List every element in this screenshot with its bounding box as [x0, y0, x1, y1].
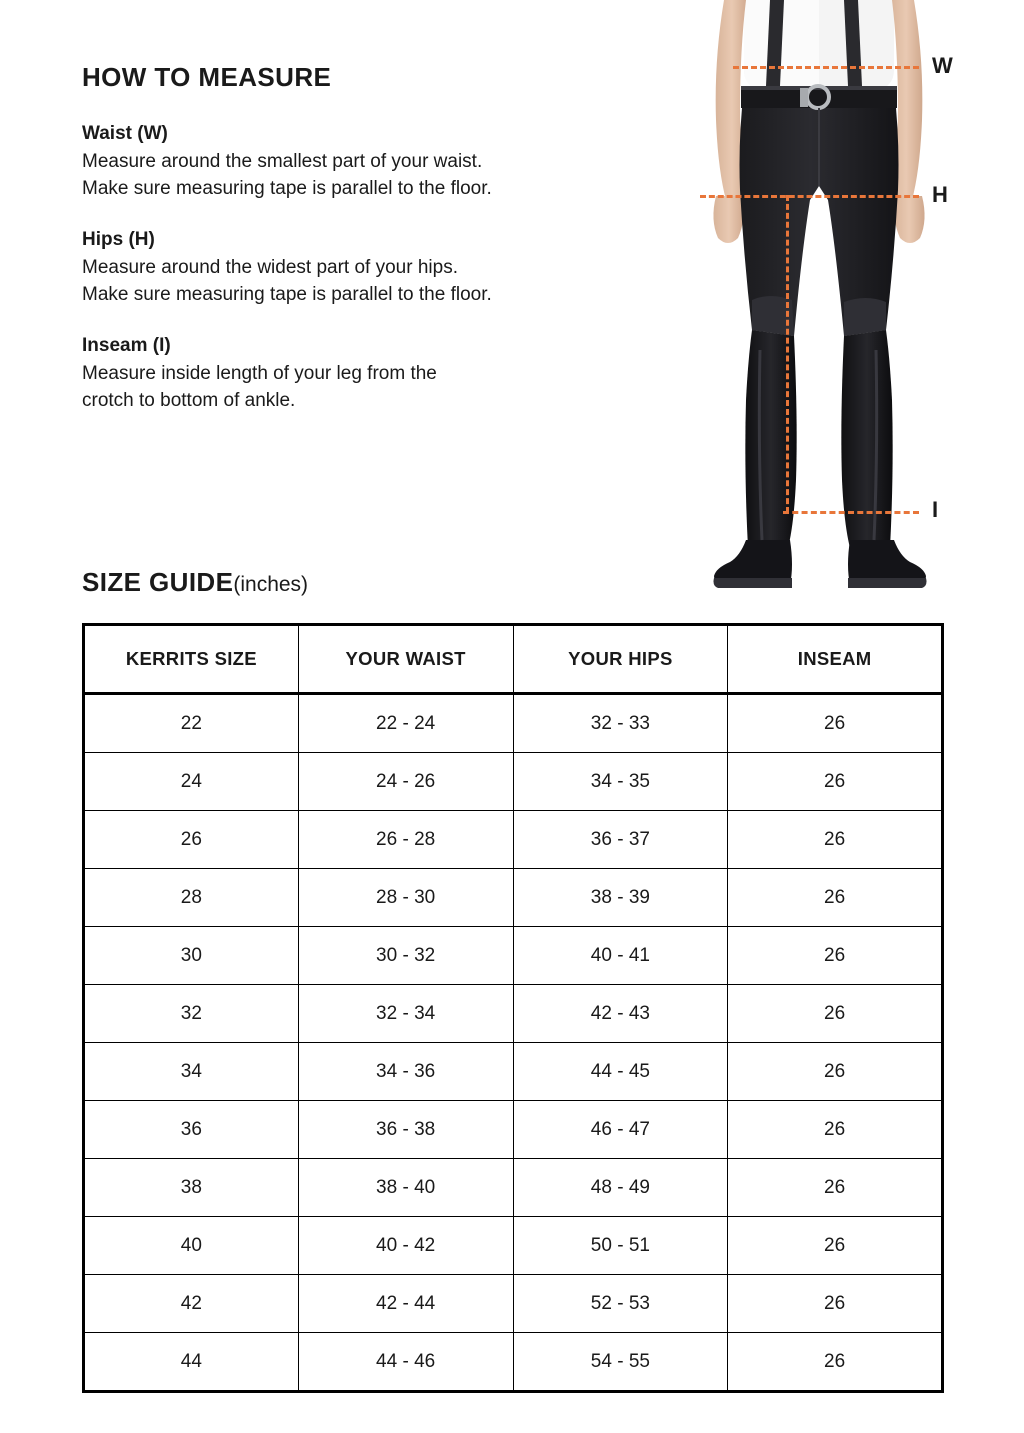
cell-size: 28 — [84, 869, 299, 927]
cell-waist: 42 - 44 — [298, 1275, 513, 1333]
measure-text-hips-line1: Measure around the widest part of your hips. — [82, 256, 458, 278]
cell-inseam: 26 — [728, 1275, 943, 1333]
cell-inseam: 26 — [728, 753, 943, 811]
size-guide-title-text: SIZE GUIDE — [82, 567, 234, 597]
cell-inseam: 26 — [728, 1159, 943, 1217]
size-guide-table — [82, 623, 944, 1393]
cell-hips: 52 - 53 — [513, 1275, 728, 1333]
cell-inseam: 26 — [728, 927, 943, 985]
hips-measure-line — [700, 195, 919, 198]
measure-text-inseam-line1: Measure inside length of your leg from the — [82, 362, 437, 384]
cell-inseam: 26 — [728, 811, 943, 869]
measure-text-inseam-line2: crotch to bottom of ankle. — [82, 389, 296, 411]
cell-waist: 38 - 40 — [298, 1159, 513, 1217]
table-row — [84, 1043, 943, 1101]
measure-heading-hips: Hips (H) — [82, 228, 155, 250]
cell-hips: 44 - 45 — [513, 1043, 728, 1101]
cell-size: 24 — [84, 753, 299, 811]
cell-waist: 32 - 34 — [298, 985, 513, 1043]
cell-waist: 34 - 36 — [298, 1043, 513, 1101]
table-header-row — [84, 625, 943, 694]
inseam-measure-line — [783, 511, 919, 514]
table-row — [84, 1159, 943, 1217]
measure-text-waist-line2: Make sure measuring tape is parallel to the floor. — [82, 177, 492, 199]
callout-label-inseam: I — [932, 497, 939, 522]
measure-block-hips — [82, 229, 642, 309]
cell-inseam: 26 — [728, 694, 943, 753]
cell-inseam: 26 — [824, 1350, 846, 1372]
measure-block-inseam — [82, 335, 642, 415]
cell-inseam: 26 — [728, 869, 943, 927]
cell-hips: 40 - 41 — [513, 927, 728, 985]
table-body — [84, 694, 943, 1392]
cell-waist: 40 - 42 — [298, 1217, 513, 1275]
column-header-kerrits-size: KERRITS SIZE — [84, 625, 299, 694]
model-illustration — [648, 0, 1024, 600]
table-row — [84, 869, 943, 927]
size-guide-table-container — [82, 623, 944, 1393]
table-row — [84, 1217, 943, 1275]
table-row — [84, 1275, 943, 1333]
cell-hips: 50 - 51 — [513, 1217, 728, 1275]
measure-block-waist — [82, 123, 642, 203]
model-photo — [648, 0, 1024, 600]
cell-inseam: 26 — [728, 985, 943, 1043]
how-to-measure-section — [82, 62, 642, 441]
table-row — [84, 694, 943, 753]
table-row — [84, 985, 943, 1043]
column-header-your-waist: YOUR WAIST — [298, 625, 513, 694]
cell-waist: 44 - 46 — [298, 1333, 513, 1392]
cell-waist: 30 - 32 — [298, 927, 513, 985]
how-to-measure-title: HOW TO MEASURE — [82, 62, 332, 92]
column-header-your-hips: YOUR HIPS — [513, 625, 728, 694]
size-guide-title — [82, 567, 308, 598]
column-header-inseam: INSEAM — [728, 625, 943, 694]
measure-text-waist-line1: Measure around the smallest part of your waist. — [82, 151, 483, 172]
cell-size: 32 — [84, 985, 299, 1043]
cell-size: 42 — [84, 1275, 299, 1333]
cell-inseam: 26 — [728, 1043, 943, 1101]
cell-hips: 54 - 55 — [513, 1333, 728, 1392]
cell-size: 44 — [84, 1333, 299, 1392]
table-row — [84, 811, 943, 869]
cell-size: 40 — [84, 1217, 299, 1275]
measure-heading-waist: Waist (W) — [82, 123, 168, 144]
cell-hips: 38 - 39 — [513, 869, 728, 927]
cell-size: 22 — [84, 694, 299, 753]
cell-hips: 34 - 35 — [513, 753, 728, 811]
callout-label-hips: H — [932, 182, 948, 207]
cell-hips: 48 - 49 — [513, 1159, 728, 1217]
cell-hips: 36 - 37 — [513, 811, 728, 869]
cell-waist: 24 - 26 — [298, 753, 513, 811]
cell-hips: 42 - 43 — [513, 985, 728, 1043]
table-row — [84, 927, 943, 985]
cell-hips: 46 - 47 — [513, 1101, 728, 1159]
cell-size: 30 — [84, 927, 299, 985]
cell-size: 36 — [84, 1101, 299, 1159]
cell-inseam: 26 — [728, 1217, 943, 1275]
cell-waist: 36 - 38 — [298, 1101, 513, 1159]
cell-size: 38 — [84, 1159, 299, 1217]
inseam-vertical-line — [786, 195, 789, 513]
cell-hips: 32 - 33 — [513, 694, 728, 753]
callout-label-waist: W — [932, 53, 953, 78]
cell-waist: 22 - 24 — [298, 694, 513, 753]
size-guide-units: (inches) — [233, 573, 309, 596]
measure-heading-inseam: Inseam (I) — [82, 334, 171, 356]
cell-size: 26 — [84, 811, 299, 869]
table-row — [84, 1101, 943, 1159]
cell-waist: 26 - 28 — [298, 811, 513, 869]
cell-waist: 28 - 30 — [298, 869, 513, 927]
measure-text-hips-line2: Make sure measuring tape is parallel to the floor. — [82, 283, 492, 305]
table-row — [84, 753, 943, 811]
cell-size: 34 — [84, 1043, 299, 1101]
table-row — [84, 1333, 943, 1392]
cell-inseam: 26 — [728, 1101, 943, 1159]
waist-measure-line — [733, 66, 919, 69]
